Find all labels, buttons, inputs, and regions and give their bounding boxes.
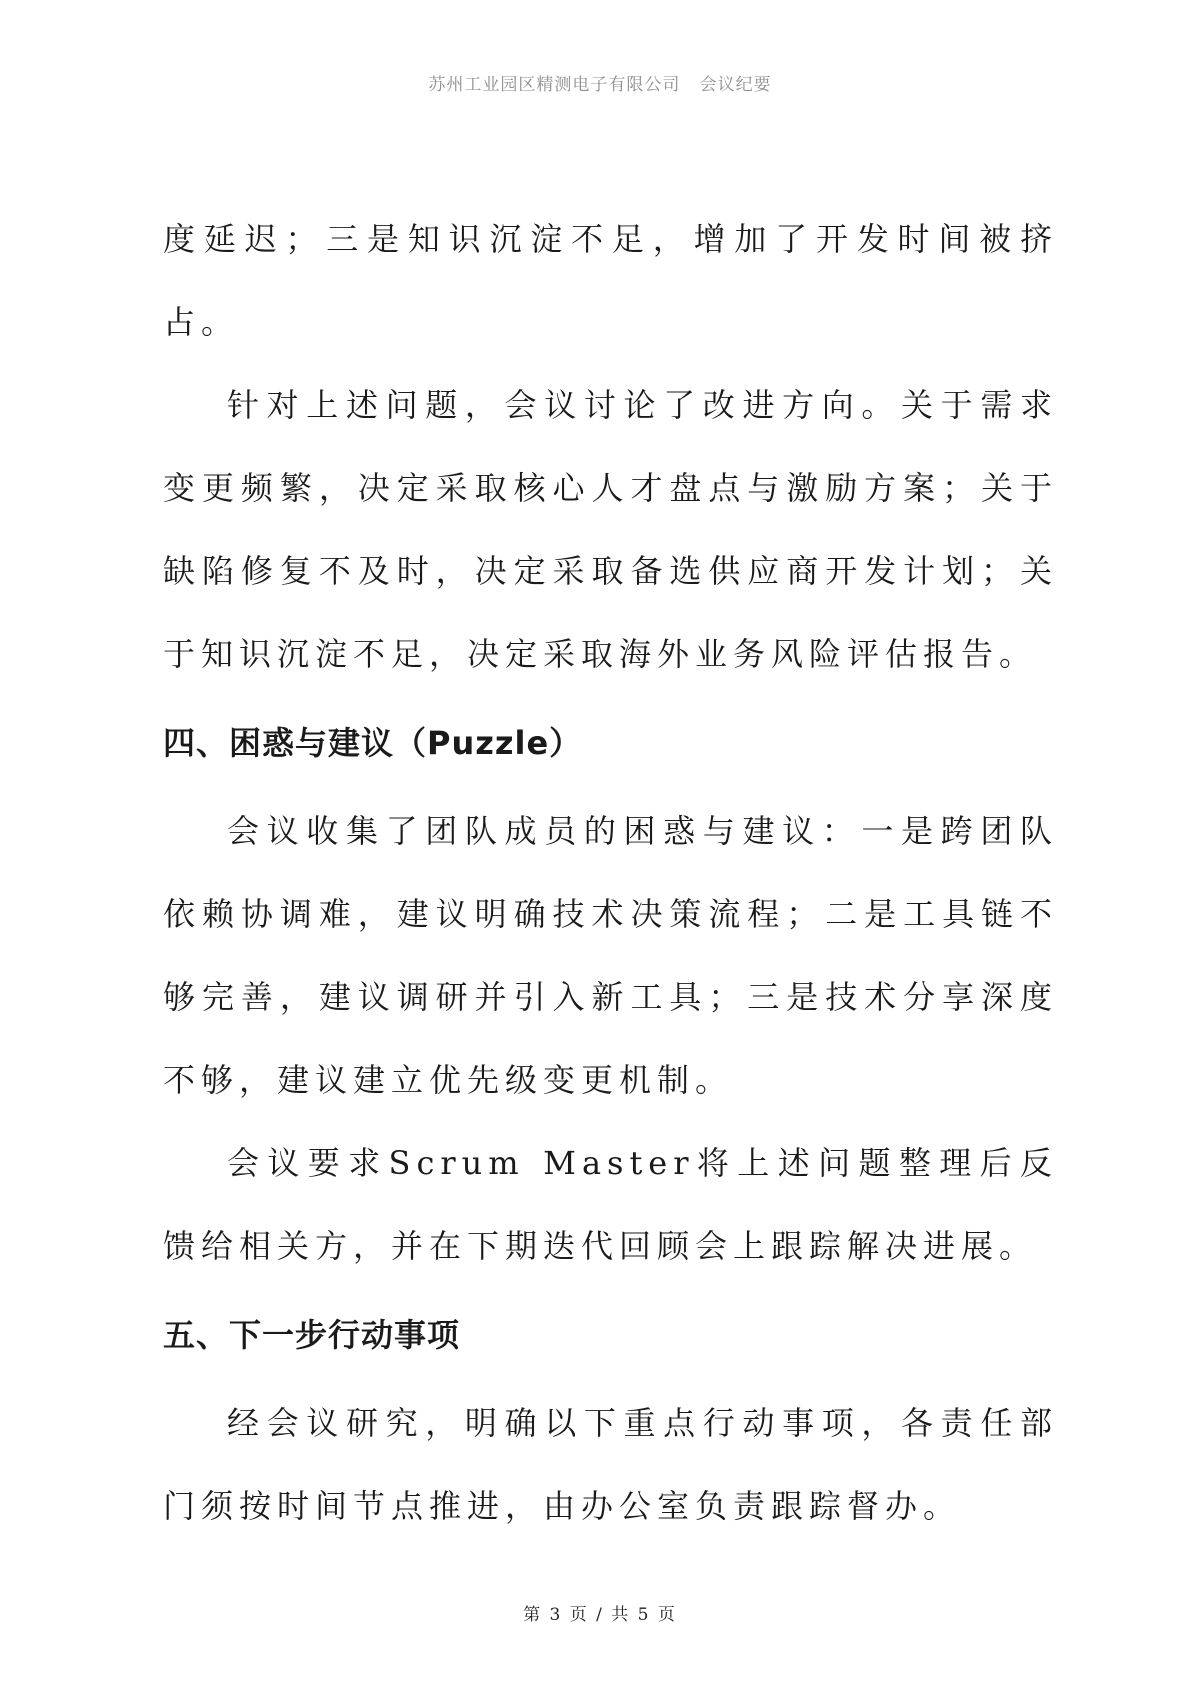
section-heading-puzzle: 四、困惑与建议（Puzzle） <box>163 724 583 762</box>
paragraph-continuation: 度延迟；三是知识沉淀不足，增加了开发时间被挤占。 <box>163 220 1058 341</box>
paragraph-improvement-directions: 针对上述问题，会议讨论了改进方向。关于需求变更频繁，决定采取核心人才盘点与激励方案；关于缺陷修复不及时，决定采取备选供应商开发计划；关于知识沉淀不足，决定采取海外业务风险评估报告。 <box>163 386 1058 673</box>
paragraph-puzzles-suggestions: 会议收集了团队成员的困惑与建议：一是跨团队依赖协调难，建议明确技术决策流程；二是工具链不够完善，建议调研并引入新工具；三是技术分享深度不够，建议建立优先级变更机制。 <box>163 812 1058 1099</box>
page-header: 苏州工业园区精测电子有限公司 会议纪要 <box>428 75 772 95</box>
section-heading-next-actions: 五、下一步行动事项 <box>163 1316 461 1354</box>
page-number-footer: 第 3 页 / 共 5 页 <box>523 1605 677 1625</box>
paragraph-action-items-intro: 经会议研究，明确以下重点行动事项，各责任部门须按时间节点推进，由办公室负责跟踪督办。 <box>163 1404 1058 1525</box>
document-body <box>163 198 1058 1548</box>
paragraph-scrum-master-followup: 会议要求Scrum Master将上述问题整理后反馈给相关方，并在下期迭代回顾会上跟踪解决进展。 <box>163 1144 1058 1265</box>
